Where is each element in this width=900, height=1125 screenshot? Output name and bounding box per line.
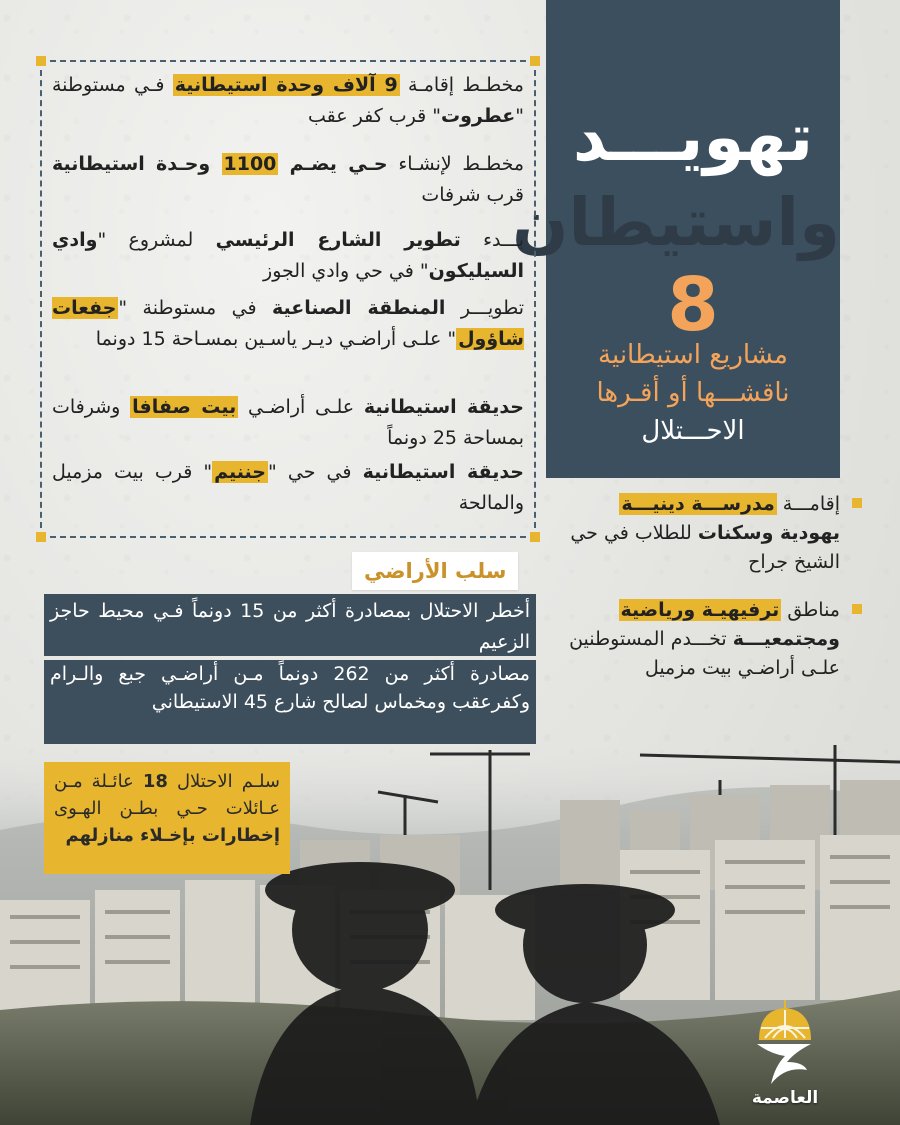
corner-marker [36,532,46,542]
bold-text: إخطارات بإخـلاء منازلهم [65,825,280,846]
subtitle-line-2: ناقشـــها أو أقـرها [596,378,790,408]
bold-text: وادي السيليكون [52,229,524,282]
text: في حي " [268,461,363,483]
highlight: جننيم [214,461,267,483]
dome-of-the-rock-icon [745,1000,825,1086]
bold-text: ومجتمعيـــة [732,628,840,650]
projects-count: 8 [667,262,719,348]
project-item-silicon-valley [52,225,524,287]
bold-text: وحـدة استيطانية [52,153,222,175]
text: لمشروع " [97,229,216,251]
text: " في حي وادي الجوز [263,260,429,282]
text: إقامـــة [776,493,840,515]
land-confiscation-item: أخطر الاحتلال بمصادرة أكثر من 15 دونماً فـي محيط حاجز الزعيم [44,594,536,656]
text: بـــدء [460,229,524,251]
text: مخطـط لإنشـاء [387,153,525,175]
project-item-religious-school [556,490,840,577]
text: " قرب بيت مزميل والمالحة [52,461,524,514]
bullet-square [852,604,862,614]
project-item-recreation-areas [556,596,840,683]
land-confiscation-item: مصادرة أكثر من 262 دونماً مـن أراضـي جبع والـرام وكفرعقب ومخماس لصالح شارع 45 الاستيطاني [44,660,536,744]
highlight: مدرســـة دينيـــة [621,493,775,515]
title-panel [512,0,840,478]
bold-text: يهودية وسكنات [697,522,840,544]
text: في مستوطنة " [118,297,273,319]
highlight: 9 آلاف وحدة استيطانية [174,74,398,96]
bold-text: حـي يضـم [278,153,388,175]
text: قرب شرفات [421,184,524,206]
alasima-logo [745,1000,825,1110]
text: فـي مستوطنة " [52,74,524,127]
highlight: 1100 [223,153,277,175]
text: عائـلة مـن عـائلات حـي بطـن الهـوى [54,771,280,819]
lands-heading: سلب الأراضي [352,552,518,590]
bold-text: حديقة استيطانية [363,396,524,418]
bold-text: حديقة استيطانية [362,461,525,483]
subtitle-line-1: مشاريع استيطانية [598,340,788,370]
project-item-atarot [52,70,524,132]
text: مناطق [781,599,840,621]
text: تطويـــر [445,297,524,319]
bullet-square [852,498,862,508]
text: " علـى أراضـي ديـر ياسـين بمسـاحة 15 دونما [95,328,457,350]
text: " قرب كفر عقب [307,105,442,127]
corner-marker [530,56,540,66]
bold-text: المنطقة الصناعية [272,297,446,319]
title-settlement: واستيطان [512,184,840,261]
text: للطلاب في حي الشيخ جراح [570,522,840,573]
bold-text: تطوير الشارع الرئيسي [215,229,461,251]
highlight: جفعات شاؤول [52,297,524,350]
text: تخـــدم المستوطنين علـى أراضـي بيت مزميل [569,628,840,679]
text: مخطـط إقامـة [399,74,524,96]
project-item-sharafat-neighborhood [52,149,524,211]
text: علـى أراضـي [238,396,364,418]
bold-text: عطروت [441,105,516,127]
subtitle-line-3: الاحـــتلال [641,416,745,446]
highlight: ترفيهيـة ورياضية [620,599,780,621]
highlight: بيت صفافا [132,396,237,418]
project-item-givat-shaul [52,293,524,355]
project-item-beit-safafa-park [52,392,524,454]
corner-marker [530,532,540,542]
families-count: 18 [142,771,168,792]
text: وشرفات بمساحة 25 دونماً [52,396,524,449]
logo-name: العاصمة [751,1088,819,1108]
project-item-gannim-park [52,457,524,519]
title-judaization: تهويـــد [572,99,814,176]
text: سلـم الاحتلال [167,771,280,792]
eviction-notice-box [44,762,290,874]
corner-marker [36,56,46,66]
